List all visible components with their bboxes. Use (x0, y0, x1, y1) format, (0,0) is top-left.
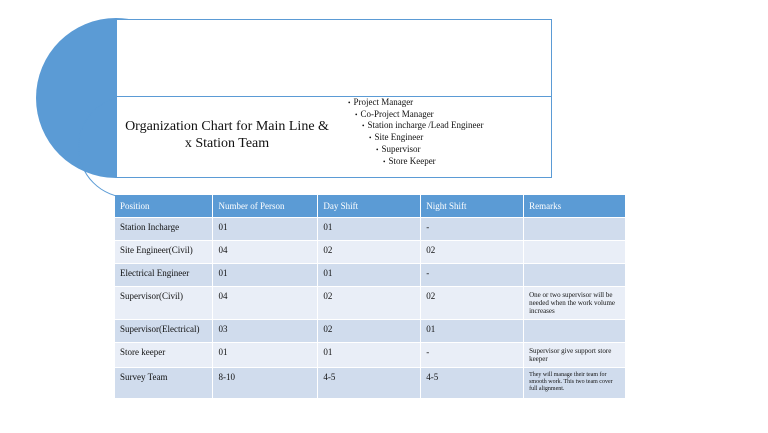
table-cell: 01 (213, 264, 318, 287)
table-cell: 02 (421, 287, 524, 320)
column-header: Night Shift (421, 195, 524, 218)
column-header: Day Shift (318, 195, 421, 218)
table-cell: - (421, 218, 524, 241)
table-row (115, 218, 626, 241)
table-row (115, 264, 626, 287)
table-cell: Electrical Engineer (115, 264, 213, 287)
table-cell: Survey Team (115, 368, 213, 398)
table-cell: 02 (318, 320, 421, 343)
table-cell: Site Engineer(Civil) (115, 241, 213, 264)
hierarchy-item: • Supervisor (376, 143, 421, 154)
table-cell: 01 (318, 218, 421, 241)
table-row (115, 320, 626, 343)
table-cell: 01 (213, 343, 318, 368)
table-cell: - (421, 343, 524, 368)
table-cell: 04 (213, 241, 318, 264)
table-row (115, 287, 626, 320)
header-top-box (116, 19, 552, 97)
table-cell: 01 (318, 264, 421, 287)
table-cell: Supervisor(Electrical) (115, 320, 213, 343)
table-cell (524, 241, 626, 264)
hierarchy-item: • Site Engineer (369, 132, 424, 143)
table-cell: - (421, 264, 524, 287)
table-cell: 8-10 (213, 368, 318, 398)
hierarchy-item: • Project Manager (348, 97, 414, 107)
table-cell: 01 (318, 343, 421, 368)
table-cell: 02 (318, 241, 421, 264)
table-header-row (115, 195, 626, 218)
table-cell: One or two supervisor will be needed when the work volume increases (524, 287, 626, 320)
table-row (115, 343, 626, 368)
table-cell: 02 (421, 241, 524, 264)
table-cell: Supervisor give support store keeper (524, 343, 626, 368)
table-cell: 01 (421, 320, 524, 343)
column-header: Remarks (524, 195, 626, 218)
table-cell: 4-5 (318, 368, 421, 398)
table-cell (524, 320, 626, 343)
page-title: Organization Chart for Main Line & x Station Team (125, 119, 329, 151)
staffing-table (115, 195, 626, 398)
table-cell: 03 (213, 320, 318, 343)
table-cell: 4-5 (421, 368, 524, 398)
table-row (115, 368, 626, 398)
table-cell (524, 218, 626, 241)
column-header: Position (115, 195, 213, 218)
table-cell: They will manage their team for smooth work. This two team cover full alignment. (524, 368, 626, 398)
hierarchy-item: • Store Keeper (383, 155, 436, 166)
table-cell (524, 264, 626, 287)
table-cell: 02 (318, 287, 421, 320)
table-row (115, 241, 626, 264)
hierarchy-item: • Co-Project Manager (355, 108, 434, 119)
hierarchy-item: • Station incharge /Lead Engineer (362, 120, 484, 131)
table-cell: Store keeper (115, 343, 213, 368)
column-header: Number of Person (213, 195, 318, 218)
table-cell: Station Incharge (115, 218, 213, 241)
table-cell: 04 (213, 287, 318, 320)
org-chart-header (36, 18, 552, 180)
table-cell: Supervisor(Civil) (115, 287, 213, 320)
table-cell: 01 (213, 218, 318, 241)
